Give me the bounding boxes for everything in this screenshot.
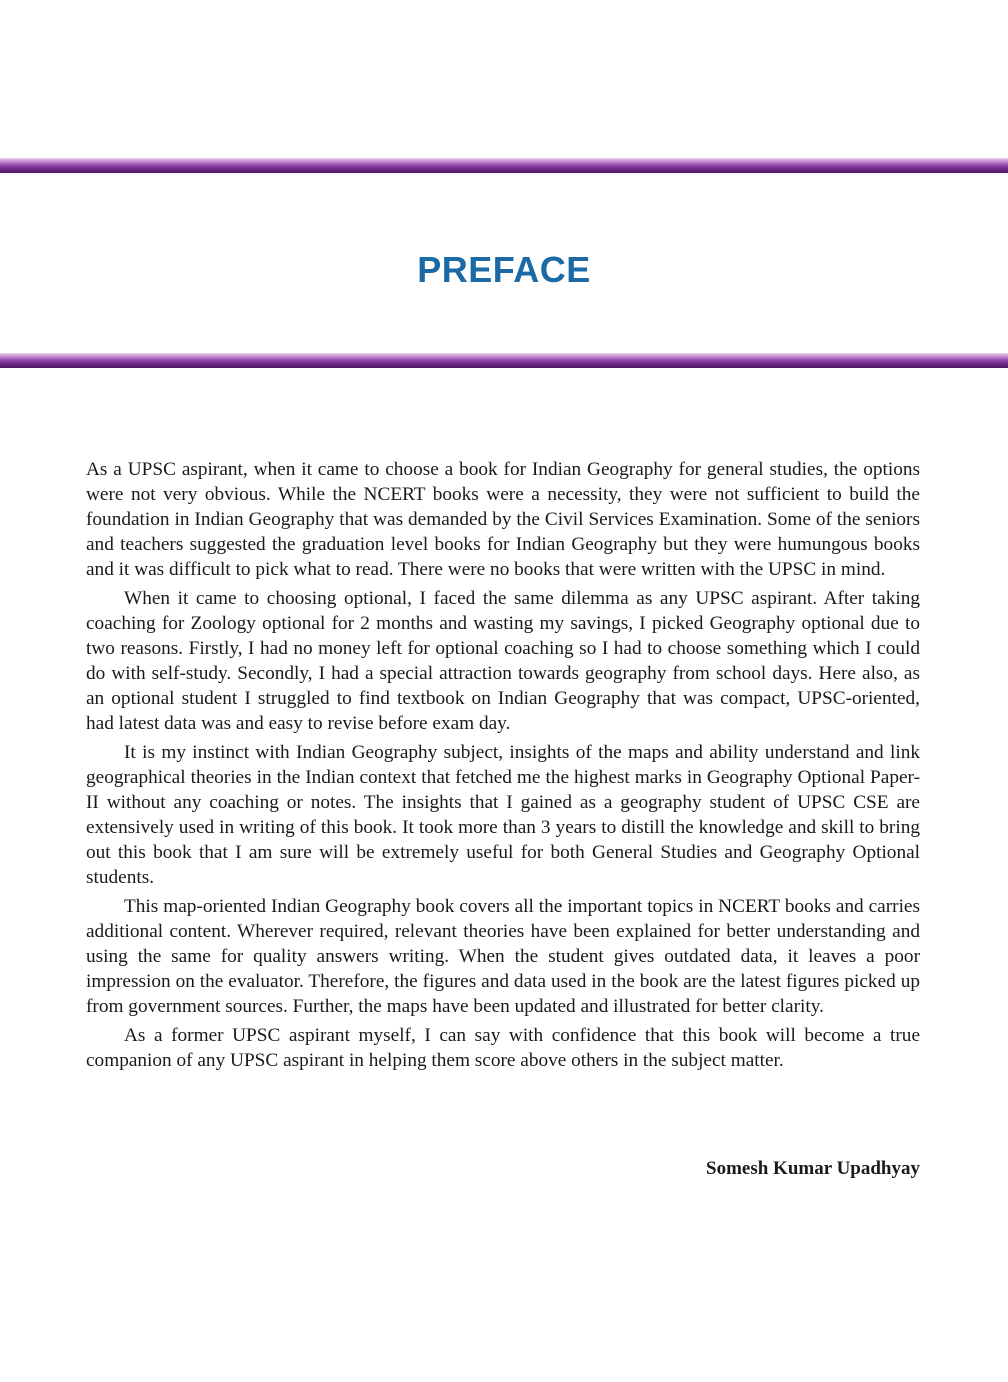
- paragraph-3: It is my instinct with Indian Geography subject, insights of the maps and ability understand and link geographical theories in the Indian context that fetched me the highest marks in Geography Optional Paper-II without any coaching or notes. The insights that I gained as a geography student of UPSC CSE are extensively used in writing of this book. It took more than 3 years to distill the knowledge and skill to bring out this book that I am sure will be extremely useful for both General Studies and Geography Optional students.: [86, 742, 920, 888]
- paragraph-4: This map-oriented Indian Geography book covers all the important topics in NCERT books and carries additional content. Wherever required, relevant theories have been explained for better understanding and using the same for quality answers writing. When the student gives outdated data, it leaves a poor impression on the evaluator. Therefore, the figures and data used in the book are the latest figures picked up from government sources. Further, the maps have been updated and illustrated for better clarity.: [86, 896, 920, 1017]
- preface-body: [86, 457, 920, 1077]
- paragraph-2: When it came to choosing optional, I faced the same dilemma as any UPSC aspirant. After taking coaching for Zoology optional for 2 months and wasting my savings, I picked Geography optional due to two reasons. Firstly, I had no money left for optional coaching so I had to choose something which I could do with self-study. Secondly, I had a special attraction towards geography from school days. Here also, as an optional student I struggled to find textbook on Indian Geography that was compact, UPSC-oriented, had latest data was and easy to revise before exam day.: [86, 588, 920, 734]
- top-decorative-band: [0, 158, 1008, 173]
- author-signature: Somesh Kumar Upadhyay: [706, 1158, 920, 1179]
- bottom-decorative-band: [0, 353, 1008, 368]
- page-title: PREFACE: [417, 249, 591, 290]
- paragraph-5: As a former UPSC aspirant myself, I can say with confidence that this book will become a true companion of any UPSC aspirant in helping them score above others in the subject matter.: [86, 1025, 920, 1071]
- paragraph-1: As a UPSC aspirant, when it came to choose a book for Indian Geography for general studies, the options were not very obvious. While the NCERT books were a necessity, they were not sufficient to build the foundation in Indian Geography that was demanded by the Civil Services Examination. Some of the seniors and teachers suggested the graduation level books for Indian Geography but they were humungous books and it was difficult to pick what to read. There were no books that were written with the UPSC in mind.: [86, 459, 920, 580]
